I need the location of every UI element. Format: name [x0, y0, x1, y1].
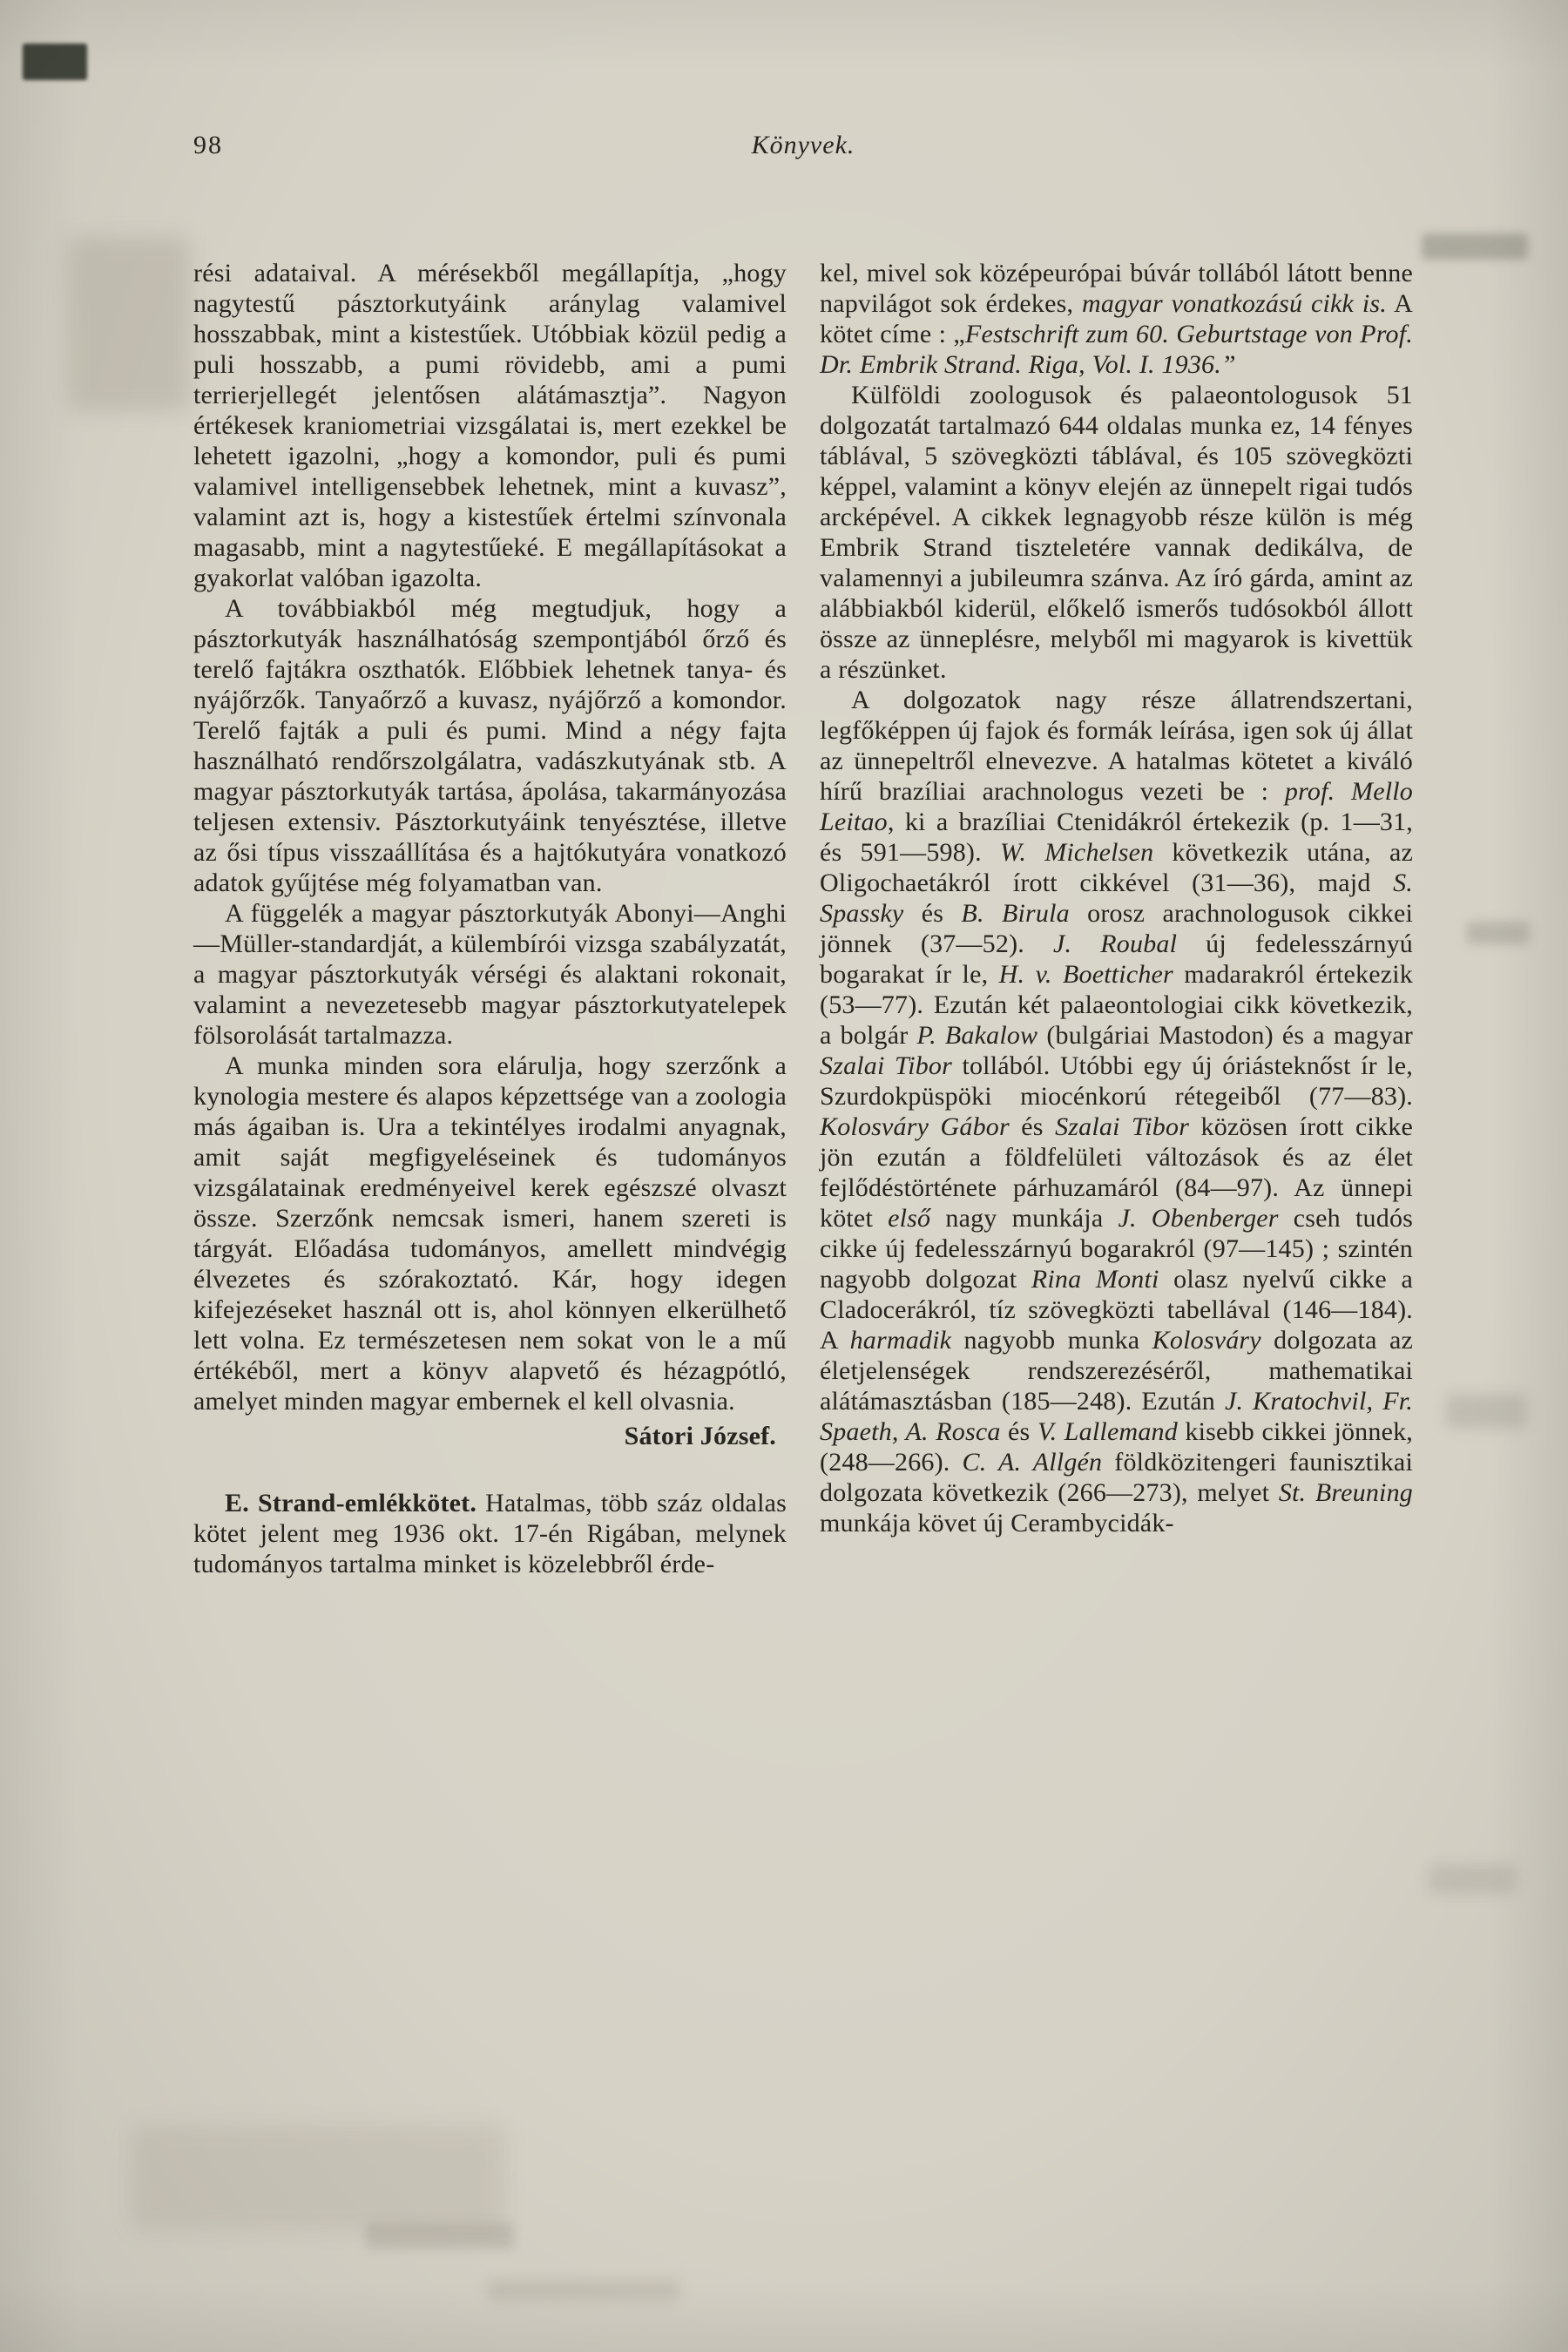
running-title: Könyvek.: [751, 131, 855, 159]
text-run: C. A. Allgén: [962, 1448, 1103, 1477]
text-run: V. Lallemand: [1037, 1417, 1178, 1446]
text-run: Hatalmas, több száz oldalas kötet jelent meg 1936 okt. 17-én Rigában, melynek tudományos tartalma minket is közelebbről érde-: [193, 1489, 787, 1578]
scan-artifact-bleedthrough: [131, 2126, 505, 2230]
text-run: A dolgozatok nagy része állatrendszertani, legfőképpen új fajok és formák leírása, igen sok új állat az ünnepeltről elnevezve. A hatalmas kötetet a kiváló hírű brazíliai arachnologus vezeti be :: [820, 686, 1413, 806]
text-run: Szalai Tibor: [820, 1051, 953, 1080]
paragraph: [193, 1051, 787, 1416]
scan-artifact-bleedthrough: [366, 2223, 514, 2249]
text-run: és: [1009, 1112, 1056, 1141]
scan-artifact-ghost: [68, 237, 190, 411]
text-run: J. Kratochvil, Fr. Spaeth, A. Rosca: [820, 1387, 1413, 1446]
text-run: dolgozata az életjelenségek rendszerezéséről, mathematikai alátámasztásban (185—248). Ezután: [820, 1326, 1413, 1416]
paragraph: [820, 685, 1413, 1538]
text-run: új fedelesszárnyú bogarakat ír le,: [820, 929, 1413, 989]
text-run: kel, mivel sok középeurópai búvár tollából látott benne napvilágot sok érdekes,: [820, 259, 1413, 318]
text-run: tollából. Utóbbi egy új óriásteknőst ír le, Szurdokpüspöki miocénkorú rétegeiből (77—83).: [820, 1051, 1413, 1111]
text-run: Külföldi zoologusok és palaeontologusok 51 dolgozatát tartalmazó 644 oldalas munka ez, 14 fényes táblával, 5 szövegközti táblával, és 105 szövegközti képpel, valamint a könyv elején az ünnepelt rigai tudós arcképével. A cikkek legnagyobb része külön is még Embrik Strand tiszteletére vannak dedikálva, de valamennyi a jubileumra szánva. Az író gárda, amint az alábbiakból kiderül, előkelő ismerős tudósokból állott össze az ünneplésre, melyből mi magyarok is kivettük a részünket.: [820, 381, 1413, 684]
text-run: A kötet címe : „: [820, 289, 1413, 348]
text-run: S. Spassky: [820, 868, 1413, 928]
text-run: első: [888, 1204, 931, 1233]
text-run: Kolosváry Gábor: [820, 1112, 1010, 1141]
text-run: Szalai Tibor: [1055, 1112, 1190, 1141]
text-run: földközitengeri faunisztikai dolgozata következik (266—273), melyet: [820, 1448, 1413, 1507]
text-run: magyar vonatkozású cikk is.: [1082, 289, 1387, 318]
text-run: közösen írott cikke jön ezután a földfelületi változások és az élet fejlődéstörténete párhuzamáról (84—97). Az ünnepi kötet: [820, 1112, 1413, 1233]
text-run: nagyobb munka: [951, 1326, 1152, 1355]
text-run: Kolosváry: [1152, 1326, 1261, 1355]
text-run: harmadik: [849, 1326, 952, 1355]
page-number: 98: [193, 131, 223, 159]
column-left: [193, 258, 787, 1579]
text-run: következik utána, az Oligochaetákról írott cikkével (31—36), majd: [820, 838, 1413, 897]
text-run: olasz nyelvű cikke a Cladocerákról, tíz szövegközti tabellával (146—184). A: [820, 1265, 1413, 1355]
author-signature: [193, 1421, 787, 1451]
text-run: Sátori József.: [624, 1422, 776, 1450]
page-header: [193, 131, 1413, 167]
text-run: , ki a brazíliai Ctenidákról értekezik (p. 1—31, és 591—598).: [820, 808, 1413, 867]
column-right: [820, 258, 1413, 1579]
text-run: St. Breuning: [1278, 1478, 1413, 1507]
text-run: A munka minden sora elárulja, hogy szerzőnk a kynologia mestere és alapos képzettsége van a zoologia más ágaiban is. Ura a tekintélyes irodalmi anyagnak, amit saját megfigyeléseinek és tudományos vizsgálatainak eredményeivel kerek egészszé olvaszt össze. Szerzőnk nemcsak ismeri, hanem szereti is tárgyát. Előadása tudományos, amellett mindvégig élvezetes és szórakoztató. Kár, hogy idegen kifejezéseket használ ott is, ahol könnyen elkerülhető lett volna. Ez természetesen nem sokat von le a mű értékéből, mert a könyv alapvető és hézagpótló, amelyet minden magyar embernek el kell olvasnia.: [193, 1051, 787, 1416]
text-run: Rina Monti: [1031, 1265, 1159, 1294]
scan-artifact-smudge: [1446, 1394, 1526, 1429]
text-run: P. Bakalow: [916, 1021, 1038, 1050]
paragraph: [193, 1488, 787, 1579]
text-body: [193, 258, 1413, 1579]
scan-artifact-smudge: [1422, 233, 1528, 260]
text-run: W. Michelsen: [999, 838, 1154, 867]
text-run: prof. Mello Leitao: [820, 777, 1413, 836]
text-run: nagy munkája: [930, 1204, 1119, 1233]
text-run: madarakról értekezik (53—77). Ezután két palaeontologiai cikk következik, a bolgár: [820, 960, 1414, 1050]
text-run: A függelék a magyar pásztorkutyák Abonyi—Anghi—Müller-standardját, a külembírói vizsga szabályzatát, a magyar pásztorkutyák vérségi és alaktani rokonait, valamint a nevezetesebb magyar pásztorkutyatelepek fölsorolását tartalmazza.: [193, 899, 787, 1050]
paragraph: [820, 258, 1413, 380]
scan-artifact-bleedthrough: [488, 2279, 679, 2301]
text-run: és: [1000, 1417, 1037, 1446]
text-run: H. v. Boetticher: [998, 960, 1173, 989]
text-run: Festschrift zum 60. Geburtstage von Prof. Dr. Embrik Strand. Riga, Vol. I. 1936.”: [820, 320, 1413, 379]
text-run: orosz arachnologusok cikkei jönnek (37—52).: [820, 899, 1414, 958]
paragraph: [193, 593, 787, 898]
text-run: E. Strand-emlékkötet.: [225, 1489, 477, 1517]
scan-artifact-smudge: [1429, 1864, 1516, 1894]
text-run: J. Roubal: [1053, 929, 1178, 958]
text-run: (bulgáriai Mastodon) és a magyar: [1037, 1021, 1413, 1050]
text-run: B. Birula: [961, 899, 1070, 928]
text-run: cseh tudós cikke új fedelesszárnyú bogarakról (97—145) ; szintén nagyobb dolgozat: [820, 1204, 1414, 1294]
paragraph: [193, 898, 787, 1051]
text-run: kisebb cikkei jönnek, (248—266).: [820, 1417, 1413, 1477]
scan-artifact-corner-blot: [23, 44, 87, 80]
text-run: munkája követ új Cerambycidák-: [820, 1509, 1174, 1538]
text-run: J. Obenberger: [1118, 1204, 1279, 1233]
paragraph: [193, 258, 787, 593]
text-run: rési adataival. A mérésekből megállapítja, „hogy nagytestű pásztorkutyáink aránylag valamivel hosszabbak, mint a kistestűek. Utóbbiak közül pedig a puli hosszabb, a pumi rövidebb, ami a pumi terrierjellegét jelentősen alátámasztja”. Nagyon értékesek kraniometriai vizsgálatai is, mert ezekkel be lehetett igazolni, „hogy a komondor, puli és pumi valamivel intelligensebbek lehetnek, mint a kuvasz”, valamint azt is, hogy a kistestűek értelmi színvonala magasabb, mint a nagytestűeké. E megállapításokat a gyakorlat valóban igazolta.: [193, 259, 787, 592]
scan-artifact-smudge: [1467, 922, 1530, 944]
paragraph: [820, 380, 1413, 685]
text-run: A továbbiakból még megtudjuk, hogy a pásztorkutyák használhatóság szempontjából őrző és terelő fajtákra oszthatók. Előbbiek lehetnek tanya- és nyájőrzők. Tanyaőrző a kuvasz, nyájőrző a komondor. Terelő fajták a puli és pumi. Mind a négy fajta használható rendőrszolgálatra, vadászkutyának stb. A magyar pásztorkutyák tartása, ápolása, takarmányozása teljesen extensiv. Pásztorkutyáink tenyésztése, illetve az ősi típus visszaállítása és a hajtókutyára vonatkozó adatok gyűjtése még folyamatban van.: [193, 594, 787, 897]
text-run: és: [903, 899, 962, 928]
